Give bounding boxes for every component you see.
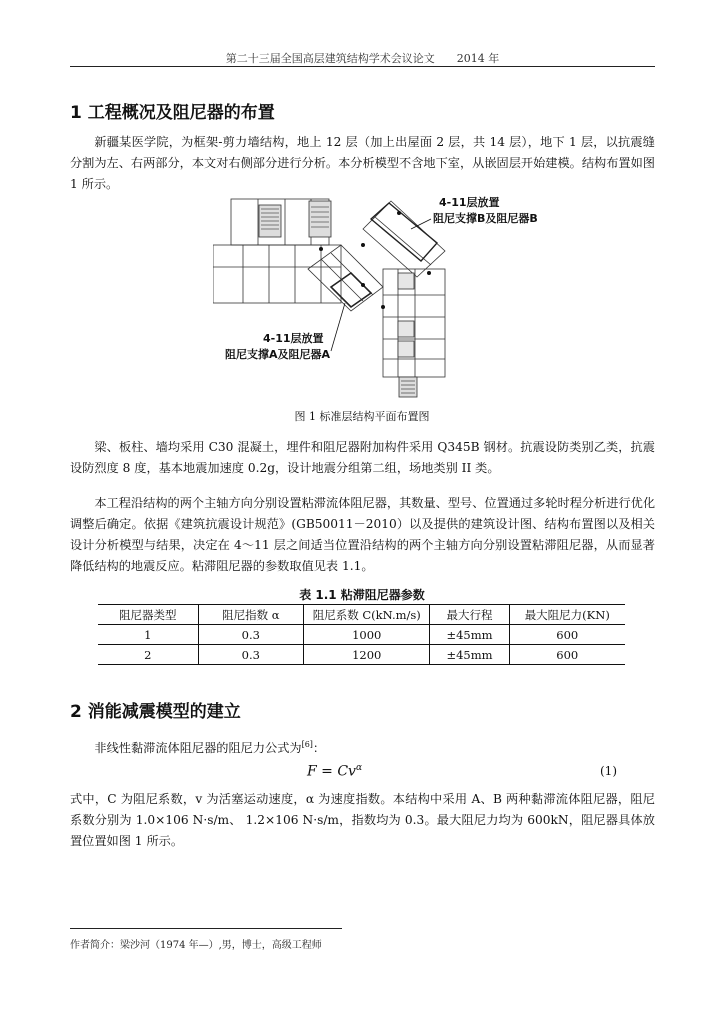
table-row <box>98 645 625 665</box>
damper-a-label-line1: 4-11层放置 <box>263 332 324 345</box>
left-wing-outline <box>213 245 341 303</box>
footnote-rule <box>70 928 342 929</box>
table-cell: 0.3 <box>198 645 303 665</box>
citation-ref: [6] <box>301 740 313 749</box>
paragraph-overview: 新疆某医学院，为框架-剪力墙结构，地上 12 层（加上出屋面 2 层，共 14 层），地下 1 层，以抗震缝分割为左、右两部分，本文对右侧部分进行分析。本分析模型不含地下室，从嵌固层开始建模。结构布置如图 1 所示。 <box>70 135 655 191</box>
author-footnote: 作者简介：梁沙河（1974 年—）,男，博士，高级工程师 <box>70 940 322 951</box>
section-2-title: 2 消能减震模型的建立 <box>70 702 241 722</box>
formula-lhs: F = Cv <box>307 763 356 780</box>
paragraph-damper-layout: 本工程沿结构的两个主轴方向分别设置粘滞流体阻尼器，其数量、型号、位置通过多轮时程分析进行优化调整后确定。依据《建筑抗震设计规范》(GB50011－2010）以及提供的建筑设计图、结构布置图以及相关设计分析模型与结果，决定在 4～11 层之间适当位置沿结构的两个主轴方向分别设置粘滞阻尼器，从而显著降低结构的地震反应。粘滞阻尼器的参数取值见表 1.1。 <box>70 496 656 573</box>
table-cell: 1200 <box>304 645 430 665</box>
floor-plan-figure <box>213 187 543 402</box>
table-cell: ±45mm <box>430 645 509 665</box>
damper-a-label-line2: 阻尼支撑A及阻尼器A <box>225 348 331 361</box>
header-cell: 阻尼系数 C(kN.m/s) <box>304 605 430 625</box>
table-caption: 表 1.1 粘滞阻尼器参数 <box>299 588 425 602</box>
header-cell: 最大阻尼力(KN) <box>509 605 625 625</box>
damper-b-label-line1: 4-11层放置 <box>439 196 500 209</box>
table-cell: 1 <box>98 625 198 645</box>
section-1-title: 1 工程概况及阻尼器的布置 <box>70 103 275 123</box>
running-header <box>70 50 655 66</box>
header-cell: 阻尼器类型 <box>98 605 198 625</box>
formula-intro-text: 非线性黏滞流体阻尼器的阻尼力公式为 <box>94 741 302 756</box>
damper-parameter-table <box>98 604 625 665</box>
table-cell: 600 <box>509 625 625 645</box>
table-cell: 0.3 <box>198 625 303 645</box>
table-cell: 1000 <box>304 625 430 645</box>
formula-exponent: α <box>355 763 363 773</box>
table-cell: 2 <box>98 645 198 665</box>
paragraph-materials: 梁、板柱、墙均采用 C30 混凝土，埋件和阻尼器附加构件采用 Q345B 钢材。抗震设防类别乙类，抗震设防烈度 8 度，基本地震加速度 0.2g，设计地震分组第二组，场地类别 II 类。 <box>70 440 655 475</box>
conference-name: 第二十三届全国高层建筑结构学术会议论文 <box>225 52 435 65</box>
table-cell: ±45mm <box>430 625 509 645</box>
table-cell: 600 <box>509 645 625 665</box>
damper-b-label-line2: 阻尼支撑B及阻尼器B <box>433 212 538 225</box>
damping-force-formula <box>307 763 362 780</box>
header-cell: 阻尼指数 α <box>198 605 303 625</box>
header-rule <box>70 66 655 67</box>
formula-intro-colon: ： <box>312 741 326 756</box>
table-row <box>98 625 625 645</box>
table-header-row <box>98 605 625 625</box>
equation-number: (1) <box>600 764 617 778</box>
paragraph-formula-explanation: 式中，C 为阻尼系数，v 为活塞运动速度，α 为速度指数。本结构中采用 A、B 两种黏滞流体阻尼器，阻尼系数分别为 1.0×106 N·s/m、 1.2×106 N·s/m，指数均为 0.3。最大阻尼力均为 600kN，阻尼器具体放置位置如图 1 所示。 <box>70 792 655 848</box>
figure-caption: 图 1 标准层结构平面布置图 <box>294 410 430 423</box>
paragraph-formula-intro <box>70 734 655 759</box>
header-year: 2014 年 <box>456 52 500 65</box>
header-cell: 最大行程 <box>430 605 509 625</box>
